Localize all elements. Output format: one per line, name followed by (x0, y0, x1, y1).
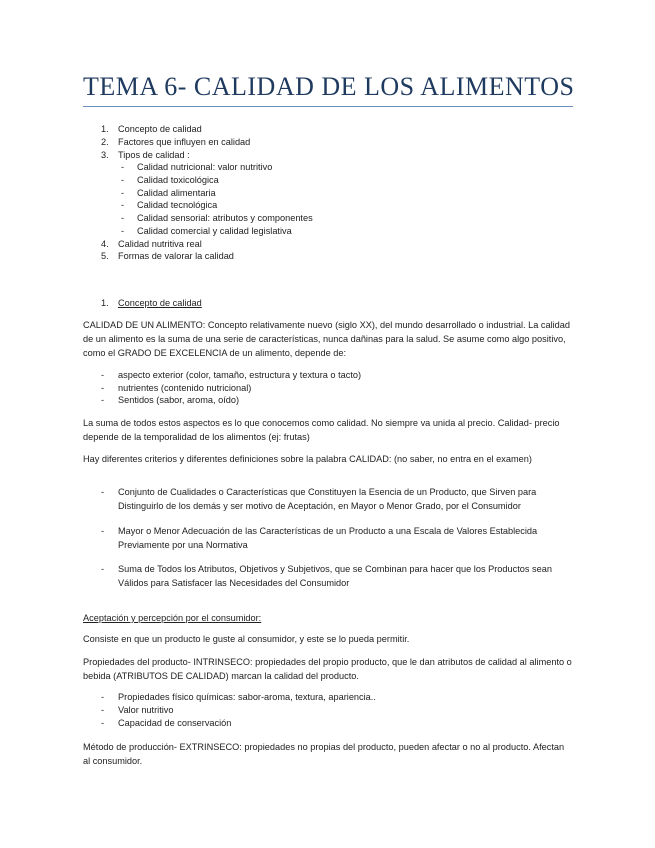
toc-sub-item: Calidad toxicológica (137, 175, 219, 185)
list-item: Capacidad de conservación (118, 718, 232, 728)
toc-marker: 4. (101, 239, 109, 249)
list-item: Propiedades físico químicas: sabor-aroma, textura, apariencia.. (118, 692, 376, 702)
toc-item: Concepto de calidad (118, 124, 202, 134)
extrinsic-paragraph: Método de producción- EXTRINSECO: propiedades no propias del producto, pueden afectar o no al producto. Afectan al consumidor. (83, 742, 565, 766)
definition-item: Conjunto de Cualidades o Características que Constituyen la Esencia de un Producto, que Sirven para Distinguirlo de los demás y ser motivo de Aceptación, en Mayor o Menor Grado, por el Consumidor (118, 487, 537, 511)
list-item: nutrientes (contenido nutricional) (118, 383, 252, 393)
definition-item: Suma de Todos los Atributos, Objetivos y Subjetivos, que se Combinan para hacer que los Productos sean Válidos para Satisfacer las Necesidades del Consumidor (118, 564, 552, 588)
toc-sub-marker: - (121, 213, 125, 223)
acceptance-paragraph: Consiste en que un producto le guste al consumidor, y este se lo pueda permitir. (83, 634, 410, 644)
list-marker: - (101, 705, 105, 715)
definition-marker: - (101, 564, 105, 574)
section-heading: Concepto de calidad (118, 298, 202, 308)
toc-sub-item: Calidad tecnológica (137, 200, 218, 210)
list-marker: - (101, 718, 105, 728)
toc-sub-marker: - (121, 200, 125, 210)
toc-marker: 2. (101, 137, 109, 147)
list-item: Sentidos (sabor, aroma, oído) (118, 395, 240, 405)
toc-sub-marker: - (121, 162, 125, 172)
definition-marker: - (101, 526, 105, 536)
list-marker: - (101, 692, 105, 702)
toc-sub-marker: - (121, 226, 125, 236)
page-title: TEMA 6- CALIDAD DE LOS ALIMENTOS (83, 72, 575, 101)
definition-item: Mayor o Menor Adecuación de las Características de un Producto a una Escala de Valores Establecida Previamente por una Normativa (118, 526, 538, 550)
toc-marker: 3. (101, 150, 109, 160)
toc-item: Calidad nutritiva real (118, 239, 202, 249)
toc-marker: 5. (101, 251, 109, 261)
toc-sub-marker: - (121, 188, 125, 198)
toc-item: Factores que influyen en calidad (118, 137, 251, 147)
toc-sub-item: Calidad alimentaria (137, 188, 216, 198)
intrinsic-paragraph: Propiedades del producto- INTRINSECO: propiedades del propio producto, que le dan atributos de calidad al alimento o bebida (ATRIBUTOS DE CALIDAD) marcan la calidad del producto. (83, 657, 572, 681)
list-marker: - (101, 383, 105, 393)
toc-sub-marker: - (121, 175, 125, 185)
toc-item: Formas de valorar la calidad (118, 251, 234, 261)
toc-sub-item: Calidad comercial y calidad legislativa (137, 226, 292, 236)
title-underline (83, 106, 573, 107)
definition-marker: - (101, 487, 105, 497)
criteria-paragraph: Hay diferentes criterios y diferentes definiciones sobre la palabra CALIDAD: (no saber, no entra en el examen) (83, 454, 532, 464)
acceptance-heading: Aceptación y percepción por el consumidor: (83, 613, 262, 623)
intro-paragraph: CALIDAD DE UN ALIMENTO: Concepto relativamente nuevo (siglo XX), del mundo desarrollado o industrial. La calidad de un alimento es la suma de una serie de características, nunca dañinas para la salud. Se asume como algo positivo, como el GRADO DE EXCELENCIA de un alimento, depende de: (83, 320, 571, 358)
list-marker: - (101, 395, 105, 405)
toc-sub-item: Calidad nutricional: valor nutritivo (137, 162, 273, 172)
toc-sub-item: Calidad sensorial: atributos y componentes (137, 213, 313, 223)
quality-price-paragraph: La suma de todos estos aspectos es lo que conocemos como calidad. No siempre va unida al precio. Calidad- precio depende de la temporalidad de los alimentos (ej: frutas) (83, 418, 560, 442)
list-marker: - (101, 370, 105, 380)
toc-item: Tipos de calidad : (118, 150, 190, 160)
list-item: Valor nutritivo (118, 705, 174, 715)
toc-marker: 1. (101, 124, 109, 134)
list-item: aspecto exterior (color, tamaño, estructura y textura o tacto) (118, 370, 362, 380)
section-number: 1. (101, 298, 109, 308)
